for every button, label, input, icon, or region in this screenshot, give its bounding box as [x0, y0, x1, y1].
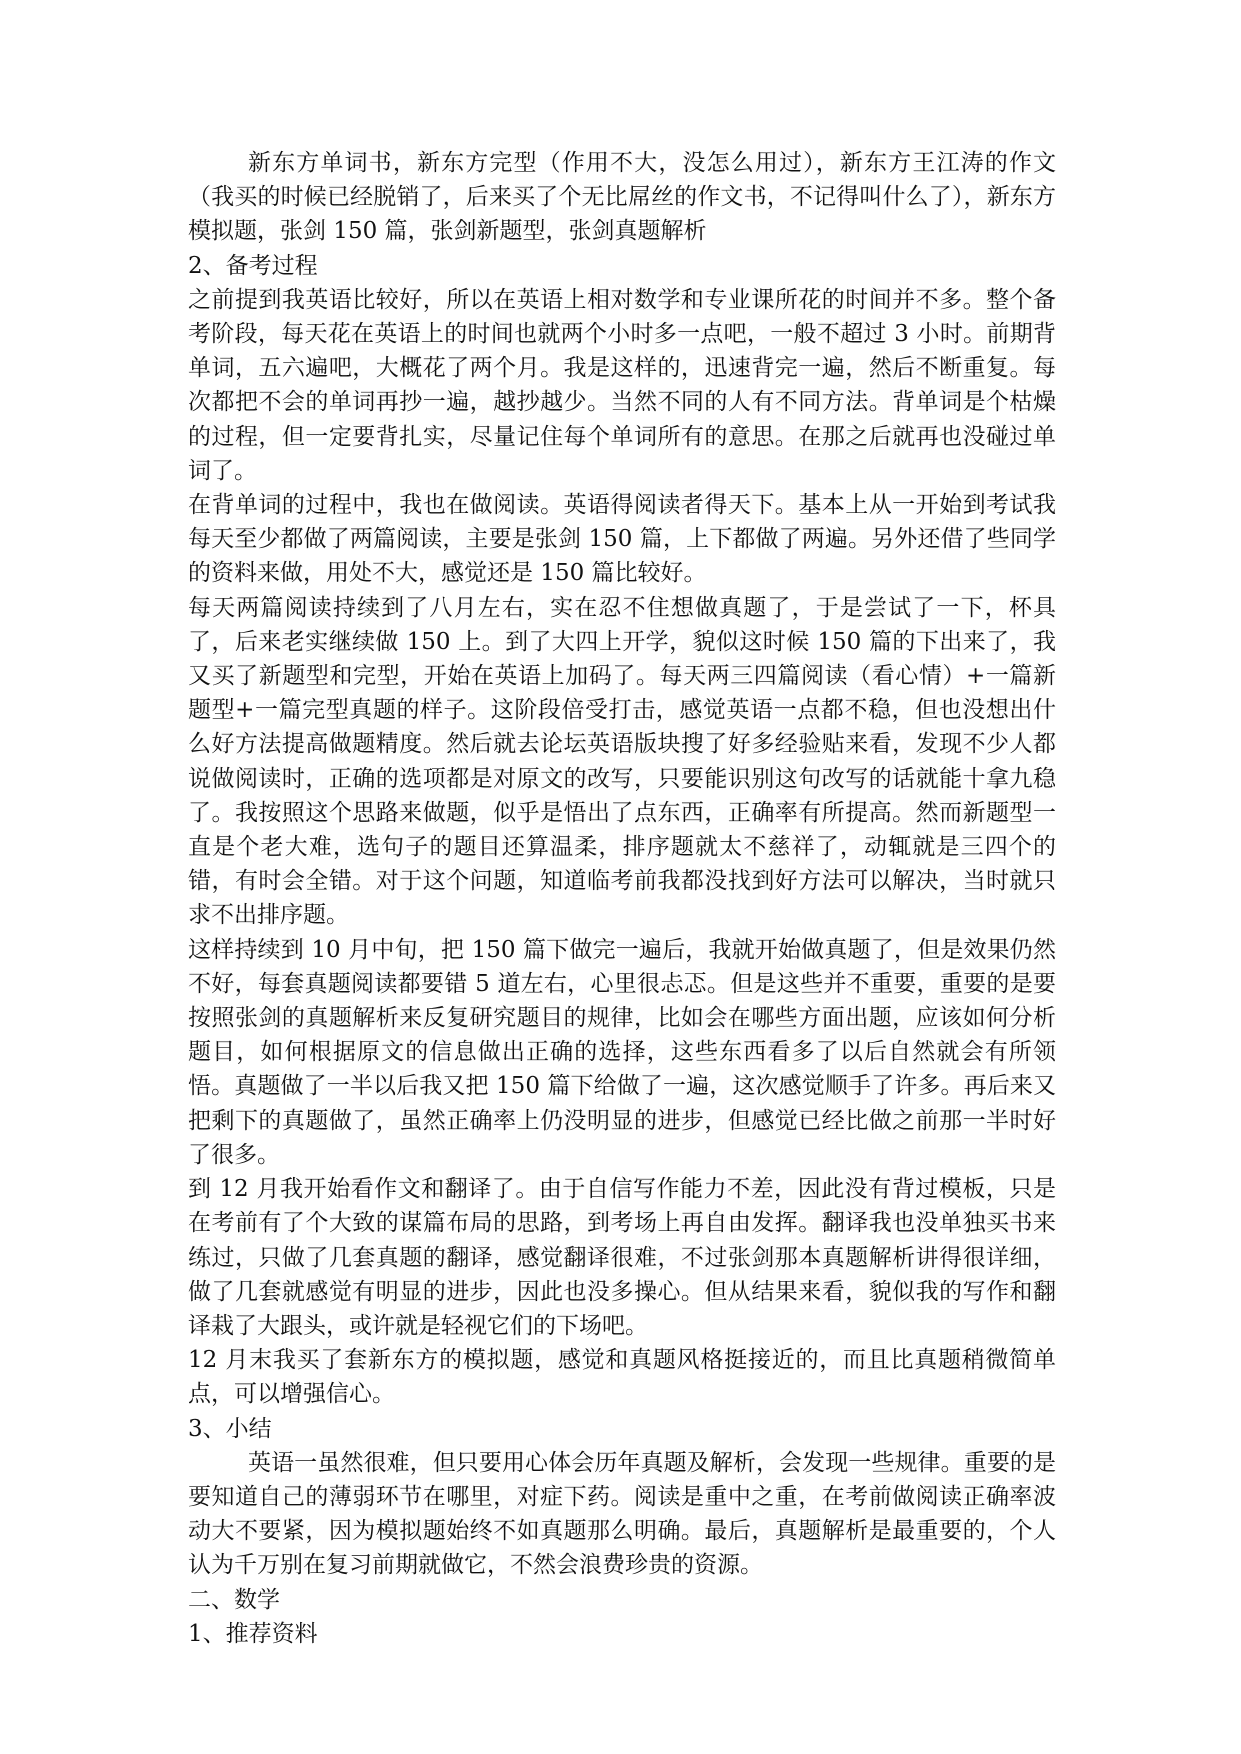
- paragraph-summary: 英语一虽然很难，但只要用心体会历年真题及解析，会发现一些规律。重要的是要知道自己的薄弱环节在哪里，对症下药。阅读是重中之重，在考前做阅读正确率波动大不要紧，因为模拟题始终不如真题那么明确。最后，真题解析是最重要的，个人认为千万别在复习前期就做它，不然会浪费珍贵的资源。: [188, 1449, 1056, 1579]
- paragraph-writing-translation: 到 12 月我开始看作文和翻译了。由于自信写作能力不差，因此没有背过模板，只是在考前有了个大致的谋篇布局的思路，到考场上再自由发挥。翻译我也没单独买书来练过，只做了几套真题的翻译，感觉翻译很难，不过张剑那本真题解析讲得很详细，做了几套就感觉有明显的进步，因此也没多操心。但从结果来看，貌似我的写作和翻译栽了大跟头，或许就是轻视它们的下场吧。: [188, 1176, 1056, 1339]
- paragraph-real-exams: 这样持续到 10 月中旬，把 150 篇下做完一遍后，我就开始做真题了，但是效果仍然不好，每套真题阅读都要错 5 道左右，心里很忐忑。但是这些并不重要，重要的是要按照张剑的真题解析来反复研究题目的规律，比如会在哪些方面出题，应该如何分析题目，如何根据原文的信息做出正确的选择，这些东西看多了以后自然就会有所领悟。真题做了一半以后我又把 150 篇下给做了一遍，这次感觉顺手了许多。再后来又把剩下的真题做了，虽然正确率上仍没明显的进步，但感觉已经比做之前那一半时好了很多。: [188, 936, 1056, 1168]
- heading-recommended-materials: 1、推荐资料: [188, 1620, 318, 1647]
- heading-math: 二、数学: [188, 1586, 280, 1613]
- paragraph-reading: 在背单词的过程中，我也在做阅读。英语得阅读者得天下。基本上从一开始到考试我每天至少都做了两篇阅读，主要是张剑 150 篇，上下都做了两遍。另外还借了些同学的资料来做，用处不大，感觉还是 150 篇比较好。: [188, 492, 1056, 587]
- paragraph-mock-exams: 12 月末我买了套新东方的模拟题，感觉和真题风格挺接近的，而且比真题稍微简单点，可以增强信心。: [188, 1347, 1056, 1408]
- paragraph-resources: 新东方单词书，新东方完型（作用不大，没怎么用过），新东方王江涛的作文（我买的时候已经脱销了，后来买了个无比屌丝的作文书，不记得叫什么了），新东方模拟题，张剑 150 篇，张剑新题型，张剑真题解析: [188, 150, 1056, 245]
- paragraph-vocabulary: 之前提到我英语比较好，所以在英语上相对数学和专业课所花的时间并不多。整个备考阶段，每天花在英语上的时间也就两个小时多一点吧，一般不超过 3 小时。前期背单词，五六遍吧，大概花了两个月。我是这样的，迅速背完一遍，然后不断重复。每次都把不会的单词再抄一遍，越抄越少。当然不同的人有不同方法。背单词是个枯燥的过程，但一定要背扎实，尽量记住每个单词所有的意思。在那之后就再也没碰过单词了。: [188, 286, 1056, 484]
- heading-preparation-process: 2、备考过程: [188, 252, 318, 279]
- heading-summary: 3、小结: [188, 1415, 272, 1442]
- document-page: [188, 146, 1056, 1651]
- paragraph-reading-practice: 每天两篇阅读持续到了八月左右，实在忍不住想做真题了，于是尝试了一下，杯具了，后来老实继续做 150 上。到了大四上开学，貌似这时候 150 篇的下出来了，我又买了新题型和完型，开始在英语上加码了。每天两三四篇阅读（看心情）+一篇新题型+一篇完型真题的样子。这阶段倍受打击，感觉英语一点都不稳，但也没想出什么好方法提高做题精度。然后就去论坛英语版块搜了好多经验贴来看，发现不少人都说做阅读时，正确的选项都是对原文的改写，只要能识别这句改写的话就能十拿九稳了。我按照这个思路来做题，似乎是悟出了点东西，正确率有所提高。然而新题型一直是个老大难，选句子的题目还算温柔，排序题就太不慈祥了，动辄就是三四个的错，有时会全错。对于这个问题，知道临考前我都没找到好方法可以解决，当时就只求不出排序题。: [188, 594, 1056, 929]
